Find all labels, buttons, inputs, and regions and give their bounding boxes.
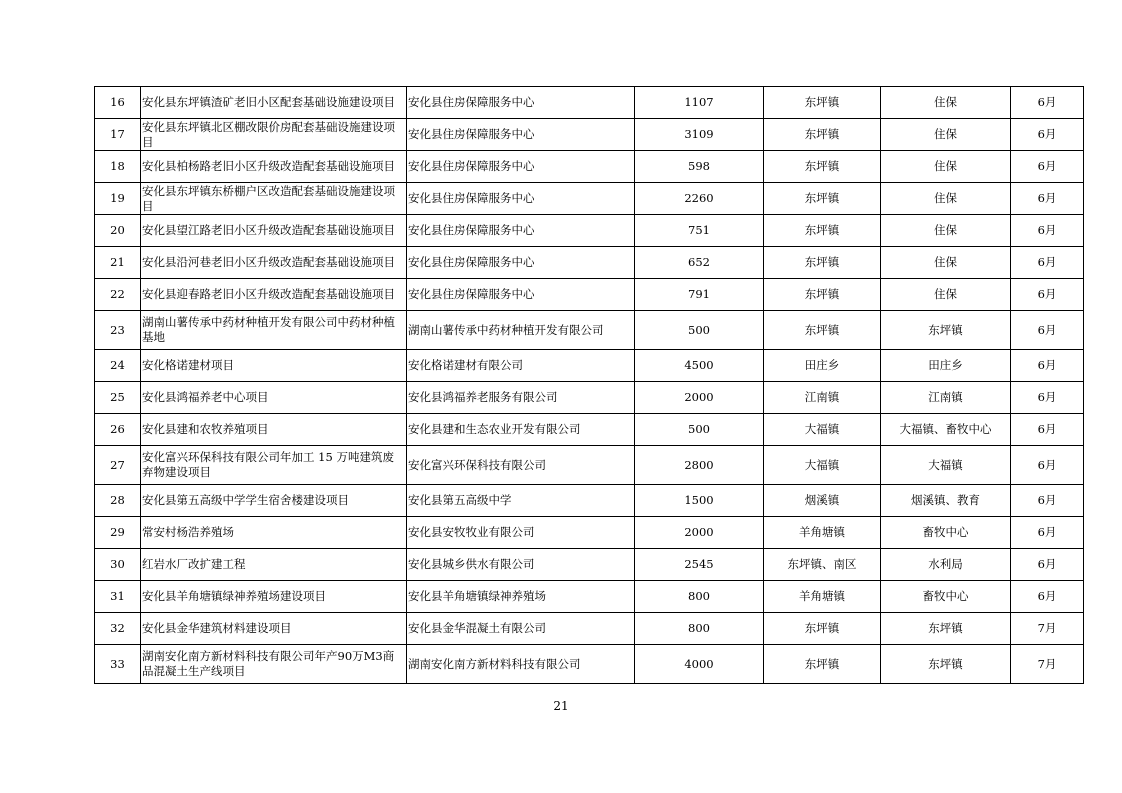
responsible-unit: 安化格诺建材有限公司 <box>407 350 635 382</box>
row-number: 33 <box>95 645 141 684</box>
start-month: 6月 <box>1011 183 1084 215</box>
project-name: 常安村杨浩养殖场 <box>141 517 407 549</box>
project-location: 东坪镇 <box>764 613 881 645</box>
responsible-unit: 安化县金华混凝土有限公司 <box>407 613 635 645</box>
start-month: 7月 <box>1011 645 1084 684</box>
responsible-department: 住保 <box>881 119 1011 151</box>
responsible-unit: 安化富兴环保科技有限公司 <box>407 446 635 485</box>
project-name: 安化县望江路老旧小区升级改造配套基础设施项目 <box>141 215 407 247</box>
investment-amount: 500 <box>635 414 764 446</box>
responsible-unit: 安化县城乡供水有限公司 <box>407 549 635 581</box>
start-month: 6月 <box>1011 581 1084 613</box>
start-month: 6月 <box>1011 279 1084 311</box>
responsible-unit: 安化县羊角塘镇绿神养殖场 <box>407 581 635 613</box>
investment-amount: 800 <box>635 613 764 645</box>
responsible-department: 住保 <box>881 279 1011 311</box>
start-month: 6月 <box>1011 87 1084 119</box>
project-location: 田庄乡 <box>764 350 881 382</box>
row-number: 26 <box>95 414 141 446</box>
row-number: 29 <box>95 517 141 549</box>
table-row <box>95 151 1084 183</box>
project-name: 安化县建和农牧养殖项目 <box>141 414 407 446</box>
responsible-department: 东坪镇 <box>881 645 1011 684</box>
project-location: 东坪镇 <box>764 215 881 247</box>
table-row <box>95 183 1084 215</box>
responsible-department: 住保 <box>881 247 1011 279</box>
responsible-unit: 安化县安牧牧业有限公司 <box>407 517 635 549</box>
row-number: 23 <box>95 311 141 350</box>
row-number: 17 <box>95 119 141 151</box>
project-name: 安化县鸿福养老中心项目 <box>141 382 407 414</box>
start-month: 6月 <box>1011 119 1084 151</box>
project-name: 安化县金华建筑材料建设项目 <box>141 613 407 645</box>
project-location: 羊角塘镇 <box>764 581 881 613</box>
table-row <box>95 350 1084 382</box>
responsible-department: 住保 <box>881 87 1011 119</box>
table-row <box>95 414 1084 446</box>
responsible-unit: 安化县住房保障服务中心 <box>407 119 635 151</box>
project-name: 安化富兴环保科技有限公司年加工 15 万吨建筑废弃物建设项目 <box>141 446 407 485</box>
row-number: 21 <box>95 247 141 279</box>
responsible-department: 畜牧中心 <box>881 581 1011 613</box>
row-number: 28 <box>95 485 141 517</box>
start-month: 6月 <box>1011 151 1084 183</box>
table-row <box>95 247 1084 279</box>
investment-amount: 800 <box>635 581 764 613</box>
responsible-department: 水利局 <box>881 549 1011 581</box>
table-row <box>95 613 1084 645</box>
row-number: 16 <box>95 87 141 119</box>
row-number: 19 <box>95 183 141 215</box>
investment-amount: 2000 <box>635 517 764 549</box>
investment-amount: 2000 <box>635 382 764 414</box>
table-row <box>95 279 1084 311</box>
responsible-unit: 安化县住房保障服务中心 <box>407 247 635 279</box>
responsible-department: 江南镇 <box>881 382 1011 414</box>
investment-amount: 1107 <box>635 87 764 119</box>
investment-amount: 751 <box>635 215 764 247</box>
responsible-unit: 安化县住房保障服务中心 <box>407 279 635 311</box>
project-name: 安化县东坪镇东桥棚户区改造配套基础设施建设项目 <box>141 183 407 215</box>
investment-amount: 2800 <box>635 446 764 485</box>
start-month: 7月 <box>1011 613 1084 645</box>
project-location: 东坪镇 <box>764 151 881 183</box>
project-location: 东坪镇 <box>764 247 881 279</box>
investment-amount: 2260 <box>635 183 764 215</box>
responsible-department: 大福镇 <box>881 446 1011 485</box>
row-number: 24 <box>95 350 141 382</box>
responsible-unit: 安化县住房保障服务中心 <box>407 183 635 215</box>
start-month: 6月 <box>1011 414 1084 446</box>
responsible-department: 东坪镇 <box>881 613 1011 645</box>
row-number: 27 <box>95 446 141 485</box>
responsible-department: 烟溪镇、教育 <box>881 485 1011 517</box>
responsible-department: 田庄乡 <box>881 350 1011 382</box>
investment-amount: 652 <box>635 247 764 279</box>
table-row <box>95 485 1084 517</box>
project-location: 东坪镇 <box>764 645 881 684</box>
start-month: 6月 <box>1011 446 1084 485</box>
row-number: 22 <box>95 279 141 311</box>
start-month: 6月 <box>1011 215 1084 247</box>
responsible-unit: 安化县建和生态农业开发有限公司 <box>407 414 635 446</box>
table-row <box>95 581 1084 613</box>
table-row <box>95 446 1084 485</box>
start-month: 6月 <box>1011 247 1084 279</box>
project-name: 安化县东坪镇渣矿老旧小区配套基础设施建设项目 <box>141 87 407 119</box>
project-name: 安化县第五高级中学学生宿舍楼建设项目 <box>141 485 407 517</box>
responsible-department: 东坪镇 <box>881 311 1011 350</box>
project-name: 安化格诺建材项目 <box>141 350 407 382</box>
start-month: 6月 <box>1011 517 1084 549</box>
row-number: 20 <box>95 215 141 247</box>
responsible-department: 畜牧中心 <box>881 517 1011 549</box>
investment-amount: 4500 <box>635 350 764 382</box>
investment-amount: 791 <box>635 279 764 311</box>
responsible-unit: 湖南山薯传承中药材种植开发有限公司 <box>407 311 635 350</box>
responsible-department: 住保 <box>881 215 1011 247</box>
table-row <box>95 382 1084 414</box>
table-row <box>95 215 1084 247</box>
row-number: 30 <box>95 549 141 581</box>
investment-amount: 1500 <box>635 485 764 517</box>
project-name: 安化县迎春路老旧小区升级改造配套基础设施项目 <box>141 279 407 311</box>
project-location: 大福镇 <box>764 414 881 446</box>
project-table <box>94 86 1084 684</box>
responsible-unit: 安化县鸿福养老服务有限公司 <box>407 382 635 414</box>
project-location: 东坪镇 <box>764 183 881 215</box>
table-row <box>95 87 1084 119</box>
project-location: 江南镇 <box>764 382 881 414</box>
table-row <box>95 119 1084 151</box>
page-number: 21 <box>553 699 569 713</box>
start-month: 6月 <box>1011 350 1084 382</box>
responsible-department: 大福镇、畜牧中心 <box>881 414 1011 446</box>
responsible-unit: 湖南安化南方新材料科技有限公司 <box>407 645 635 684</box>
investment-amount: 3109 <box>635 119 764 151</box>
project-name: 湖南山薯传承中药材种植开发有限公司中药材种植基地 <box>141 311 407 350</box>
project-name: 安化县东坪镇北区棚改限价房配套基础设施建设项目 <box>141 119 407 151</box>
row-number: 32 <box>95 613 141 645</box>
responsible-unit: 安化县第五高级中学 <box>407 485 635 517</box>
project-name: 安化县柏杨路老旧小区升级改造配套基础设施项目 <box>141 151 407 183</box>
project-location: 东坪镇 <box>764 119 881 151</box>
start-month: 6月 <box>1011 549 1084 581</box>
responsible-unit: 安化县住房保障服务中心 <box>407 151 635 183</box>
project-location: 东坪镇 <box>764 279 881 311</box>
start-month: 6月 <box>1011 311 1084 350</box>
row-number: 18 <box>95 151 141 183</box>
table-row <box>95 311 1084 350</box>
project-location: 羊角塘镇 <box>764 517 881 549</box>
table-body <box>95 87 1084 684</box>
project-location: 东坪镇 <box>764 311 881 350</box>
project-location: 烟溪镇 <box>764 485 881 517</box>
project-location: 东坪镇、南区 <box>764 549 881 581</box>
table-row <box>95 645 1084 684</box>
row-number: 31 <box>95 581 141 613</box>
start-month: 6月 <box>1011 485 1084 517</box>
table-row <box>95 517 1084 549</box>
start-month: 6月 <box>1011 382 1084 414</box>
project-name: 红岩水厂改扩建工程 <box>141 549 407 581</box>
responsible-department: 住保 <box>881 151 1011 183</box>
responsible-unit: 安化县住房保障服务中心 <box>407 87 635 119</box>
project-location: 东坪镇 <box>764 87 881 119</box>
project-location: 大福镇 <box>764 446 881 485</box>
investment-amount: 500 <box>635 311 764 350</box>
responsible-unit: 安化县住房保障服务中心 <box>407 215 635 247</box>
row-number: 25 <box>95 382 141 414</box>
project-name: 安化县羊角塘镇绿神养殖场建设项目 <box>141 581 407 613</box>
table-row <box>95 549 1084 581</box>
investment-amount: 2545 <box>635 549 764 581</box>
project-name: 安化县沿河巷老旧小区升级改造配套基础设施项目 <box>141 247 407 279</box>
responsible-department: 住保 <box>881 183 1011 215</box>
project-name: 湖南安化南方新材料科技有限公司年产90万M3商品混凝土生产线项目 <box>141 645 407 684</box>
investment-amount: 4000 <box>635 645 764 684</box>
investment-amount: 598 <box>635 151 764 183</box>
